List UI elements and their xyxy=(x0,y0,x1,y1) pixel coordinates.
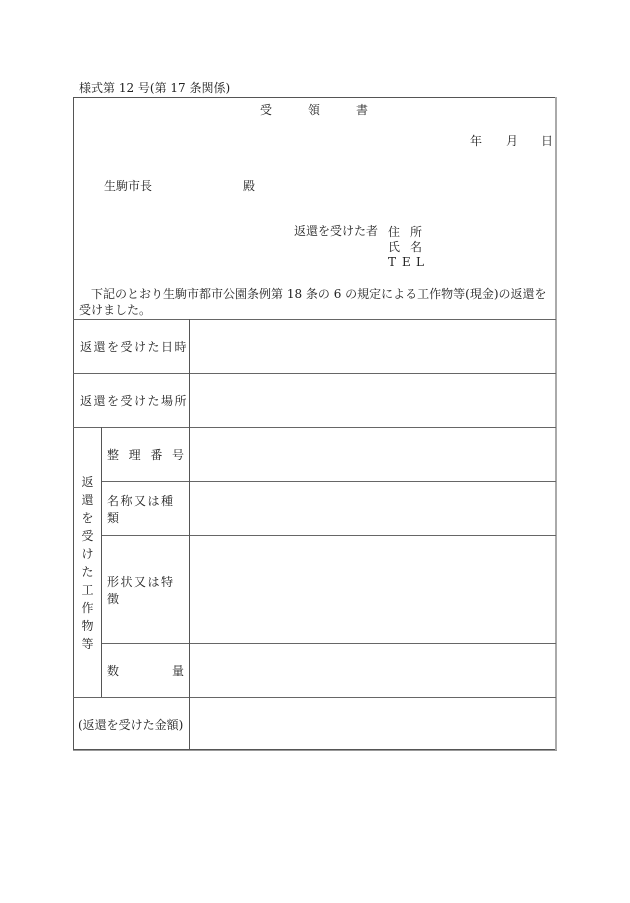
label-char: L xyxy=(416,255,424,269)
frame-right-border xyxy=(555,97,557,751)
date-month: 月 xyxy=(506,134,519,148)
amount-label: (返還を受けた金額) xyxy=(78,717,184,732)
received-place-label: 返還を受けた場所 xyxy=(80,394,189,408)
body-text: 下記のとおり生駒市都市公園条例第 18 条の 6 の規定による工作物等(現金)の返還を受けました。 xyxy=(79,287,547,317)
quantity-value[interactable] xyxy=(190,644,555,697)
label-char: 号 xyxy=(171,448,184,462)
serial-number-value[interactable] xyxy=(190,428,555,481)
label-char: 名 xyxy=(410,240,423,254)
received-place-value[interactable] xyxy=(190,374,555,427)
group-char: 物 xyxy=(81,618,94,633)
group-char: 受 xyxy=(81,528,94,543)
label-char: 住 xyxy=(388,225,401,239)
label-char: 氏 xyxy=(388,240,401,254)
tel-label xyxy=(388,255,432,270)
group-char: 作 xyxy=(81,600,94,615)
name-or-type-label: 名称又は種類 xyxy=(107,493,175,525)
label-char: 整 xyxy=(107,448,120,462)
form-number-label: 様式第 12 号(第 17 条関係) xyxy=(79,81,231,95)
addressee-honorific: 殿 xyxy=(243,179,256,193)
group-char: け xyxy=(81,546,94,561)
group-char: 等 xyxy=(81,636,94,651)
label-char: 数 xyxy=(107,664,120,678)
addressee-name: 生駒市長 xyxy=(104,179,153,193)
received-datetime-value[interactable] xyxy=(190,320,555,373)
label-char: 量 xyxy=(171,664,184,678)
shape-or-feature-value[interactable] xyxy=(190,536,555,643)
label-char: E xyxy=(402,255,411,269)
title-char: 領 xyxy=(308,103,321,117)
title-char: 受 xyxy=(260,103,273,117)
label-char: 所 xyxy=(410,225,423,239)
address-label xyxy=(388,225,432,240)
frame-bottom-border xyxy=(73,750,557,751)
group-char: 還 xyxy=(81,492,94,507)
group-char: を xyxy=(81,510,94,525)
subcolumn-divider xyxy=(101,427,102,697)
title-char: 書 xyxy=(356,103,369,117)
group-char: た xyxy=(81,564,94,579)
label-char: T xyxy=(388,255,397,269)
body-statement xyxy=(79,286,553,318)
document-title xyxy=(260,104,404,116)
receiver-label: 返還を受けた者 xyxy=(294,224,379,238)
name-or-type-value[interactable] xyxy=(190,482,555,535)
received-datetime-label: 返還を受けた日時 xyxy=(80,340,189,354)
date-year: 年 xyxy=(470,134,483,148)
serial-number-label xyxy=(107,428,184,481)
group-char: 返 xyxy=(81,474,94,489)
date-day: 日 xyxy=(541,134,554,148)
receiver-fields xyxy=(388,225,432,270)
group-char: 工 xyxy=(81,582,94,597)
label-char: 番 xyxy=(150,448,163,462)
shape-or-feature-label: 形状又は特徴 xyxy=(107,574,175,606)
returned-items-group-label xyxy=(74,428,101,697)
name-label xyxy=(388,240,432,255)
quantity-label xyxy=(107,644,184,697)
amount-value[interactable] xyxy=(190,698,555,750)
label-char: 理 xyxy=(128,448,141,462)
